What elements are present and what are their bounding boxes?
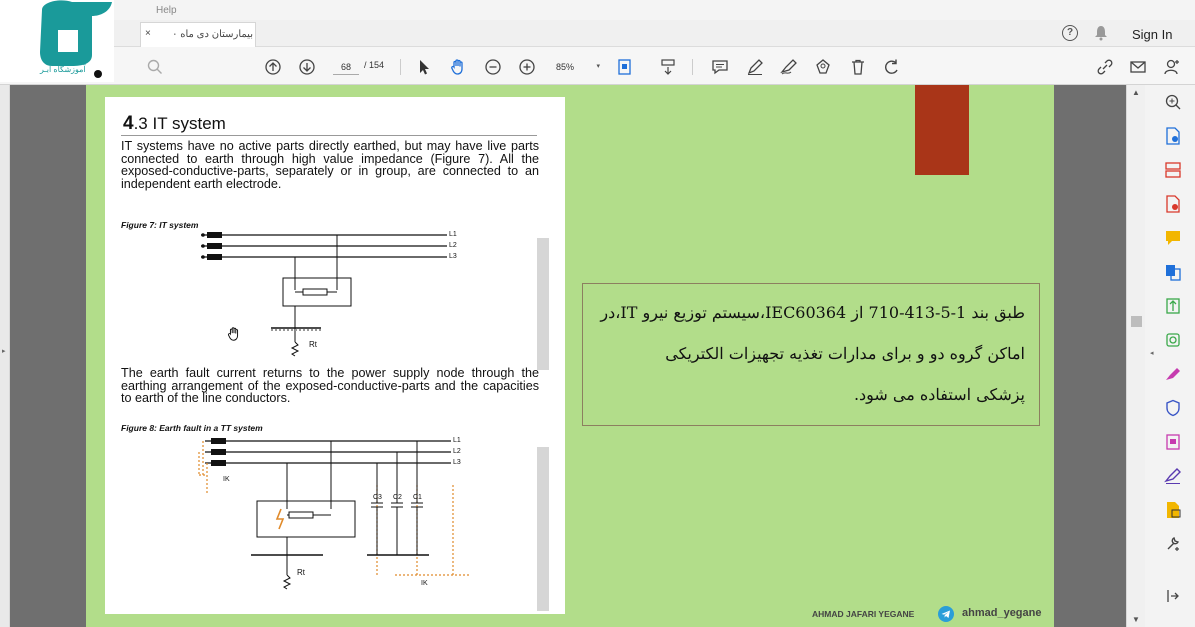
figure-shadow — [537, 238, 549, 370]
label-ik-bottom: IK — [421, 580, 428, 587]
highlight-pen-icon[interactable] — [746, 58, 764, 76]
menu-help[interactable]: Help — [156, 5, 177, 16]
label-l2: L2 — [453, 448, 461, 455]
toolbar-divider — [692, 59, 693, 75]
help-icon[interactable]: ? — [1062, 25, 1078, 41]
scroll-up-icon[interactable]: ▲ — [1132, 88, 1140, 97]
share-link-icon[interactable] — [1096, 58, 1114, 76]
figure-shadow — [537, 447, 549, 611]
zoom-out-icon[interactable] — [484, 58, 502, 76]
figure-7-caption: Figure 7: IT system — [121, 220, 199, 230]
scroll-down-icon[interactable]: ▼ — [1132, 615, 1140, 624]
combine-files-icon[interactable] — [1164, 263, 1182, 281]
author-handle: ahmad_yegane — [962, 607, 1042, 619]
figure-8-diagram — [197, 435, 557, 611]
hand-cursor-icon — [226, 326, 242, 342]
figure-8-caption: Figure 8: Earth fault in a TT system — [121, 423, 263, 433]
brand-logo — [0, 0, 114, 82]
email-icon[interactable] — [1129, 58, 1147, 76]
left-panel-toggle[interactable] — [0, 85, 10, 627]
stamp-icon[interactable] — [814, 58, 832, 76]
protect-icon[interactable] — [1164, 399, 1182, 417]
scroll-thumb[interactable] — [1131, 316, 1142, 327]
draw-icon[interactable] — [780, 58, 798, 76]
right-tools-panel — [1145, 85, 1195, 627]
create-pdf-icon[interactable] — [1164, 195, 1182, 213]
select-cursor-icon[interactable] — [415, 58, 433, 76]
zoom-in-icon[interactable] — [518, 58, 536, 76]
vertical-scrollbar[interactable] — [1126, 85, 1145, 627]
slide-accent-block — [915, 85, 969, 175]
figure-7-diagram — [197, 230, 557, 370]
logo-text: آموزشگاه ابـر — [40, 65, 86, 74]
label-c2: C2 — [393, 494, 402, 501]
menu-bar — [0, 0, 1195, 20]
label-l1: L1 — [449, 231, 457, 238]
zoom-select[interactable] — [556, 59, 600, 75]
label-l3: L3 — [453, 459, 461, 466]
equipment-wiring — [271, 235, 351, 356]
busbar-l1 — [207, 232, 222, 238]
sign-in-button[interactable]: Sign In — [1132, 27, 1173, 42]
collapse-panel-icon[interactable] — [1164, 587, 1182, 605]
label-rt: Rt — [297, 568, 305, 577]
scroll-mode-icon[interactable] — [659, 58, 677, 76]
section-title — [123, 113, 226, 135]
chevron-down-icon: ▾ — [596, 63, 600, 70]
add-user-icon[interactable] — [1163, 58, 1181, 76]
paragraph-it-systems: IT systems have no active parts directly earthed, but may have live parts connected to earth through high value impedance (Figure 7). All the exposed-conductive-parts, separately or in group, are connected to an independent earth electrode. — [121, 139, 539, 191]
title-rule — [121, 135, 537, 136]
label-ik-top: IK — [223, 476, 230, 483]
enhance-scans-icon[interactable] — [1164, 331, 1182, 349]
line-conductors — [205, 441, 451, 463]
label-c3: C3 — [373, 494, 382, 501]
embedded-pdf-page — [105, 97, 565, 614]
zoom-panel-icon[interactable] — [1164, 93, 1182, 111]
compress-pdf-icon[interactable] — [1164, 297, 1182, 315]
busbar-l3 — [207, 254, 222, 260]
telegram-icon — [938, 606, 954, 622]
edit-pdf-icon[interactable] — [1164, 433, 1182, 451]
fault-current-path — [199, 441, 471, 575]
page-number-input[interactable]: 68 — [333, 59, 359, 75]
comment-icon[interactable] — [1164, 229, 1182, 247]
toolbar — [0, 47, 1195, 85]
request-signature-icon[interactable] — [1164, 467, 1182, 485]
persian-line-1: طبق بند 1-5-413-710 از IEC60364،سیستم توزیع نیرو IT،در — [600, 303, 1025, 322]
label-rt: Rt — [309, 340, 317, 349]
rotate-icon[interactable] — [883, 58, 901, 76]
organize-pages-icon[interactable] — [1164, 161, 1182, 179]
more-tools-icon[interactable] — [1164, 535, 1182, 553]
fill-sign-icon[interactable] — [1164, 365, 1182, 383]
send-for-review-icon[interactable] — [1164, 501, 1182, 519]
previous-page-icon[interactable] — [264, 58, 282, 76]
next-page-icon[interactable] — [298, 58, 316, 76]
label-l2: L2 — [449, 242, 457, 249]
paragraph-earth-fault: The earth fault current returns to the power supply node through the earthing arrangement of the exposed-conductive-parts and the capacities to earth of the line conductors. — [121, 366, 539, 406]
label-l3: L3 — [449, 253, 457, 260]
trash-icon[interactable] — [849, 58, 867, 76]
tab-close-icon[interactable]: × — [145, 28, 151, 39]
page-fit-icon[interactable] — [616, 58, 634, 76]
label-c1: C1 — [413, 494, 422, 501]
collapse-panel-arrow-icon[interactable]: ◂ — [1150, 350, 1154, 357]
fault-bolt-icon — [277, 509, 283, 529]
bell-icon[interactable] — [1094, 25, 1108, 41]
section-number: 4 — [123, 113, 134, 134]
tab-bar — [0, 20, 1195, 47]
persian-line-2: اماکن گروه دو و برای مدارات تغذیه تجهیزات الکتریکی — [665, 344, 1025, 363]
persian-line-3: پزشکی استفاده می شود. — [853, 385, 1025, 404]
section-title-text: .3 IT system — [133, 114, 226, 133]
label-l1: L1 — [453, 437, 461, 444]
zoom-value: 85% — [556, 62, 575, 72]
author-watermark: AHMAD JAFARI YEGANE — [812, 609, 915, 619]
search-icon[interactable] — [146, 58, 164, 76]
expand-left-icon: ▸ — [2, 348, 6, 355]
hand-tool-icon[interactable] — [449, 58, 467, 76]
toolbar-divider — [400, 59, 401, 75]
export-pdf-icon[interactable] — [1164, 127, 1182, 145]
persian-text-box — [582, 283, 1040, 426]
tab-title: بیمارستان دی ماه ۰ — [172, 29, 253, 40]
line-conductors — [201, 235, 447, 257]
page-total: / 154 — [364, 60, 385, 70]
comment-tool-icon[interactable] — [711, 58, 729, 76]
document-tab[interactable] — [140, 22, 256, 47]
busbar-l2 — [207, 243, 222, 249]
